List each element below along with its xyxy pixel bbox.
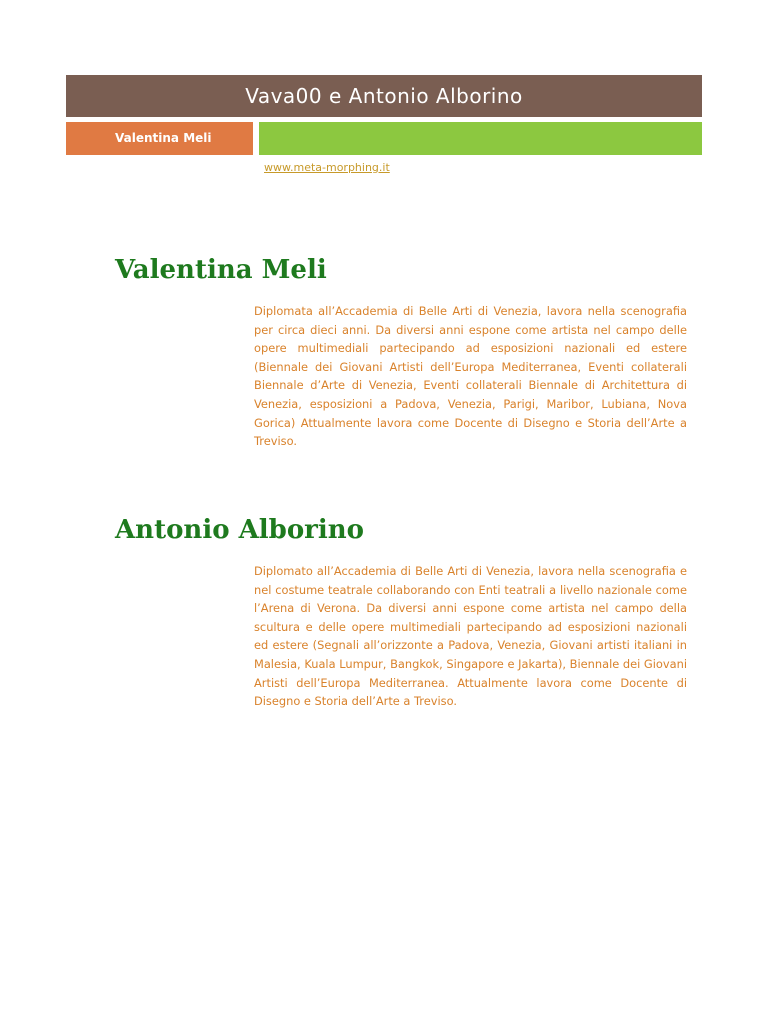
person-heading-valentina-meli: Valentina Meli: [115, 255, 327, 285]
accent-bar: [259, 122, 702, 155]
person-heading-antonio-alborino: Antonio Alborino: [115, 515, 364, 545]
website-link[interactable]: www.meta-morphing.it: [264, 161, 390, 174]
document-title-bar: Vava00 e Antonio Alborino: [66, 75, 702, 117]
bio-antonio-alborino: Diplomato all’Accademia di Belle Arti di Venezia, lavora nella scenografia e nel costume teatrale collaborando con Enti teatrali a livello nazionale come l’Arena di Verona. Da diversi anni espone come artista nel campo della scultura e delle opere multimediali partecipando ad esposizioni nazionali ed estere (Segnali all’orizzonte a Padova, Venezia, Giovani artisti italiani in Malesia, Kuala Lumpur, Bangkok, Singapore e Jakarta), Biennale dei Giovani Artisti dell’Europa Mediterranea. Attualmente lavora come Docente di Disegno e Storia dell’Arte a Treviso.: [254, 564, 687, 709]
author-tab: Valentina Meli: [66, 122, 253, 155]
bio-valentina-meli: Diplomata all’Accademia di Belle Arti di Venezia, lavora nella scenografia per circa dieci anni. Da diversi anni espone come artista nel campo delle opere multimediali partecipando ad esposizioni nazionali ed estere (Biennale dei Giovani Artisti dell’Europa Mediterranea, Eventi collaterali Biennale d’Arte di Venezia, Eventi collaterali Biennale di Architettura di Venezia, esposizioni a Padova, Venezia, Parigi, Maribor, Lubiana, Nova Gorica) Attualmente lavora come Docente di Disegno e Storia dell’Arte a Treviso.: [254, 304, 687, 449]
